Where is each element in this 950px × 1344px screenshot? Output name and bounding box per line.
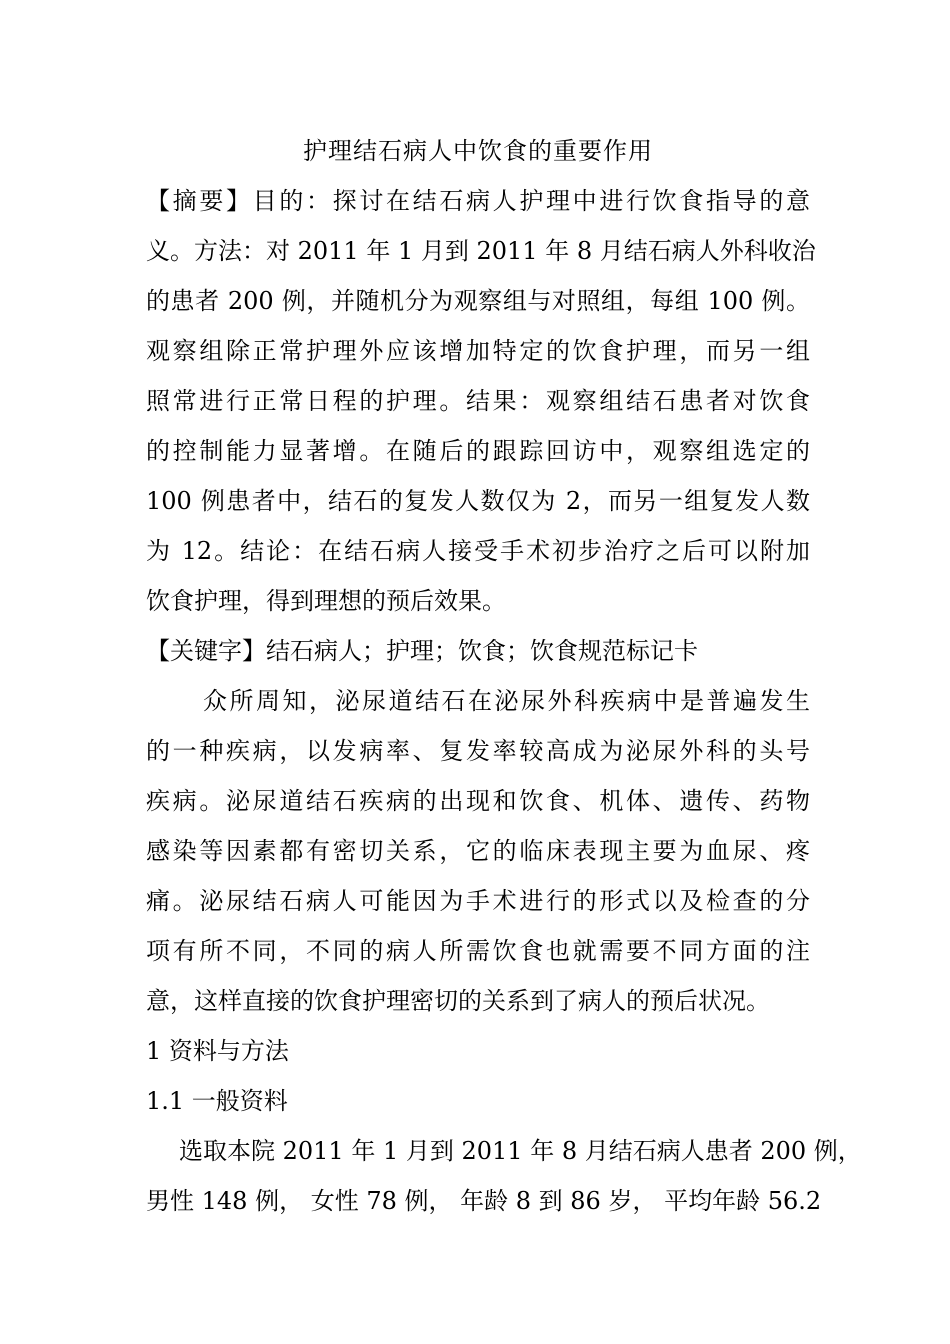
abstract-line: 的控制能力显著增。在随后的跟踪回访中，观察组选定的 — [146, 437, 810, 465]
intro-line: 的一种疾病，以发病率、复发率较高成为泌尿外科的头号 — [146, 737, 810, 765]
keywords-line: 【关键字】结石病人；护理；饮食；饮食规范标记卡 — [146, 637, 698, 665]
section-heading: 1 资料与方法 — [146, 1037, 289, 1065]
abstract-section — [146, 176, 816, 626]
intro-line: 意，这样直接的饮食护理密切的关系到了病人的预后状况。 — [146, 987, 770, 1015]
abstract-line: 饮食护理，得到理想的预后效果。 — [146, 587, 506, 615]
intro-line: 痛。泌尿结石病人可能因为手术进行的形式以及检查的分 — [146, 887, 810, 915]
document-title: 护理结石病人中饮食的重要作用 — [303, 137, 653, 165]
data-paragraph — [146, 1126, 862, 1226]
abstract-line: 为 12。结论：在结石病人接受手术初步治疗之后可以附加 — [146, 537, 810, 565]
abstract-line: 【摘要】目的：探讨在结石病人护理中进行饮食指导的意 — [146, 187, 810, 215]
intro-line: 项有所不同，不同的病人所需饮食也就需要不同方面的注 — [146, 937, 810, 965]
document-body — [146, 126, 862, 1226]
abstract-line: 的患者 200 例，并随机分为观察组与对照组，每组 100 例。 — [146, 287, 810, 315]
intro-line: 疾病。泌尿道结石疾病的出现和饮食、机体、遗传、药物 — [146, 787, 810, 815]
abstract-line: 义。方法：对 2011 年 1 月到 2011 年 8 月结石病人外科收治 — [146, 237, 816, 265]
data-line: 选取本院 2011 年 1 月到 2011 年 8 月结石病人患者 200 例， — [179, 1137, 862, 1165]
abstract-line: 照常进行正常日程的护理。结果：观察组结石患者对饮食 — [146, 387, 810, 415]
abstract-line: 100 例患者中，结石的复发人数仅为 2，而另一组复发人数 — [146, 487, 810, 515]
abstract-line: 观察组除正常护理外应该增加特定的饮食护理，而另一组 — [146, 337, 810, 365]
data-line: 男性 148 例， 女性 78 例， 年龄 8 到 86 岁， 平均年龄 56.2 — [146, 1187, 822, 1215]
subsection-heading: 1.1 一般资料 — [146, 1087, 288, 1115]
intro-paragraph — [146, 676, 810, 1026]
intro-line: 众所周知，泌尿道结石在泌尿外科疾病中是普遍发生 — [203, 687, 810, 715]
intro-line: 感染等因素都有密切关系，它的临床表现主要为血尿、疼 — [146, 837, 810, 865]
